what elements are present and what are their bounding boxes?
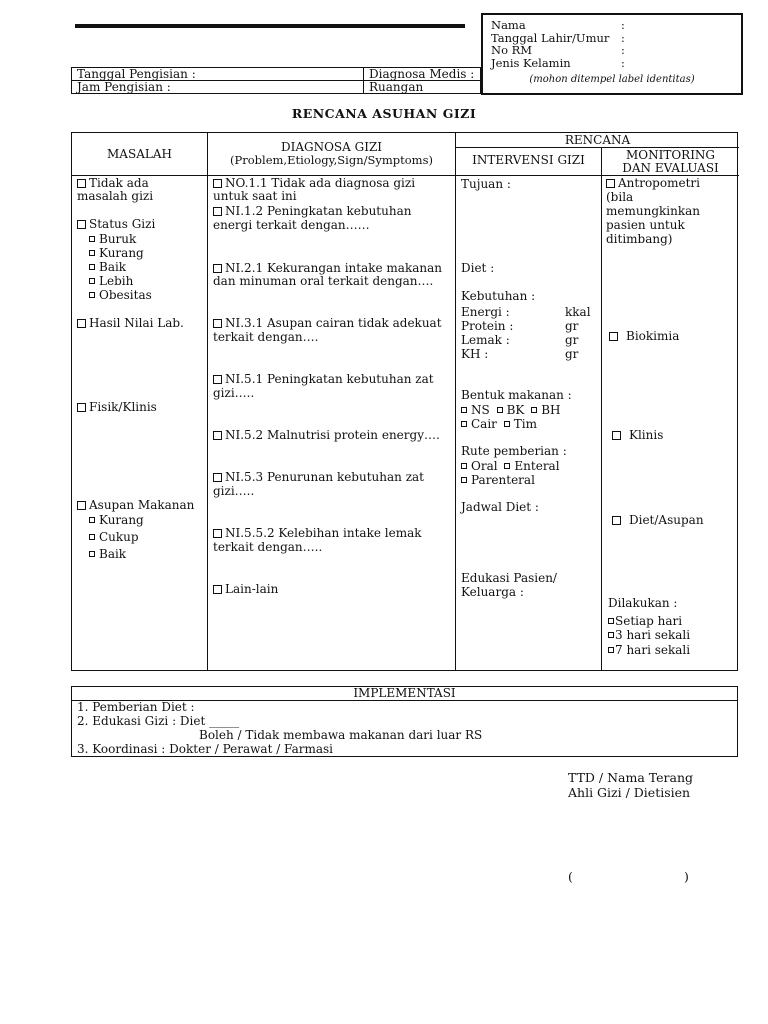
status-baik[interactable]: Baik (89, 261, 126, 275)
impl-koordinasi: 3. Koordinasi : Dokter / Perawat / Farmasi (77, 742, 333, 756)
lemak-label: Lemak : (461, 333, 510, 347)
header-table (71, 67, 481, 94)
intervensi-diet: Diet : (461, 261, 495, 275)
masalah-asupan[interactable]: Asupan Makanan (77, 499, 194, 513)
identity-tanggal-lahir: Tanggal Lahir/Umur : (491, 30, 625, 45)
ruangan-label: Ruangan (364, 81, 481, 94)
diagnosa-ni21[interactable]: NI.2.1 Kekurangan intake makanan (213, 262, 442, 276)
edukasi-label-cont: Keluarga : (461, 585, 524, 599)
checkbox[interactable] (213, 431, 222, 440)
checkbox[interactable] (612, 431, 621, 440)
monitoring-klinis[interactable]: Klinis (612, 429, 663, 443)
checkbox[interactable] (608, 632, 614, 638)
diagnosa-ni52[interactable]: NI.5.2 Malnutrisi protein energy…. (213, 429, 440, 443)
masalah-lab[interactable]: Hasil Nilai Lab. (77, 317, 184, 331)
checkbox[interactable] (461, 463, 467, 469)
diagnosa-no11-cont: untuk saat ini (213, 189, 297, 203)
checkbox[interactable] (213, 473, 222, 482)
checkbox[interactable] (608, 618, 614, 624)
checkbox[interactable] (213, 207, 222, 216)
checkbox[interactable] (89, 278, 95, 284)
checkbox[interactable] (504, 463, 510, 469)
asupan-cukup[interactable]: Cukup (89, 531, 139, 545)
checkbox[interactable] (89, 264, 95, 270)
energi-label: Energi : (461, 305, 510, 319)
identity-jenis-kelamin: Jenis Kelamin : (491, 55, 625, 70)
masalah-status-gizi[interactable]: Status Gizi (77, 218, 155, 232)
checkbox[interactable] (461, 407, 467, 413)
bentuk-row-2: Cair Tim (461, 418, 537, 432)
antro-cont-3: pasien untuk (606, 218, 685, 232)
diagnosa-header: DIAGNOSA GIZI (Problem,Etiology,Sign/Symptoms) (230, 140, 433, 167)
antro-cont-4: ditimbang) (606, 232, 673, 246)
antro-cont-1: (bila (606, 190, 634, 204)
status-kurang[interactable]: Kurang (89, 247, 144, 261)
asupan-kurang[interactable]: Kurang (89, 514, 144, 528)
checkbox[interactable] (89, 551, 95, 557)
monitoring-diet[interactable]: Diet/Asupan (612, 514, 704, 528)
checkbox[interactable] (77, 403, 86, 412)
protein-label: Protein : (461, 319, 514, 333)
lemak-unit: gr (565, 333, 579, 347)
rute-label: Rute pemberian : (461, 444, 567, 458)
diagnosa-ni552[interactable]: NI.5.5.2 Kelebihan intake lemak (213, 527, 422, 541)
dilakukan-label: Dilakukan : (608, 596, 678, 610)
monitoring-biokimia[interactable]: Biokimia (609, 330, 679, 344)
jam-pengisian-label: Jam Pengisian : (72, 81, 364, 94)
checkbox[interactable] (89, 250, 95, 256)
diagnosa-ni51-cont: gizi….. (213, 386, 255, 400)
checkbox[interactable] (531, 407, 537, 413)
impl-edukasi-gizi: 2. Edukasi Gizi : Diet _____ (77, 714, 240, 728)
tanggal-pengisian-label: Tanggal Pengisian : (72, 68, 364, 81)
masalah-tidak-ada[interactable]: Tidak ada (77, 177, 149, 191)
checkbox[interactable] (77, 319, 86, 328)
rute-row-1: Oral Enteral (461, 460, 560, 474)
diagnosa-ni31[interactable]: NI.3.1 Asupan cairan tidak adekuat (213, 317, 442, 331)
diagnosa-ni21-cont: dan minuman oral terkait dengan…. (213, 274, 434, 288)
diagnosa-ni552-cont: terkait dengan….. (213, 540, 323, 554)
jadwal-label: Jadwal Diet : (461, 500, 539, 514)
checkbox[interactable] (213, 319, 222, 328)
status-buruk[interactable]: Buruk (89, 233, 136, 247)
kh-label: KH : (461, 347, 489, 361)
page-title: RENCANA ASUHAN GIZI (291, 106, 477, 121)
checkbox[interactable] (461, 421, 467, 427)
identity-no-rm: No RM : (491, 43, 625, 57)
checkbox[interactable] (89, 534, 95, 540)
status-lebih[interactable]: Lebih (89, 275, 133, 289)
checkbox[interactable] (461, 477, 467, 483)
status-obesitas[interactable]: Obesitas (89, 289, 152, 303)
protein-unit: gr (565, 319, 579, 333)
checkbox[interactable] (89, 236, 95, 242)
diagnosa-ni31-cont: terkait dengan…. (213, 330, 319, 344)
freq-setiap-hari[interactable]: Setiap hari (608, 615, 682, 629)
masalah-tidak-ada-cont: masalah gizi (77, 189, 154, 203)
bentuk-label: Bentuk makanan : (461, 388, 572, 402)
implementasi-title: IMPLEMENTASI (353, 686, 456, 700)
bentuk-row-1: NS BK BH (461, 404, 560, 418)
checkbox[interactable] (213, 179, 222, 188)
diagnosa-lain[interactable]: Lain-lain (213, 583, 278, 597)
signature-paren-open: ( (568, 869, 573, 884)
rencana-header: RENCANA (564, 133, 631, 147)
implementasi-box (71, 686, 738, 757)
asupan-baik[interactable]: Baik (89, 548, 126, 562)
impl-edukasi-cont: Boleh / Tidak membawa makanan dari luar RS (199, 728, 483, 742)
identity-nama: Nama : (491, 18, 625, 32)
checkbox[interactable] (213, 264, 222, 273)
masalah-fisik[interactable]: Fisik/Klinis (77, 401, 157, 415)
top-rule (75, 24, 465, 28)
diagnosa-medis-label: Diagnosa Medis : (364, 68, 481, 81)
identity-box (481, 13, 743, 95)
signature-paren-close: ) (684, 869, 689, 884)
masalah-header: MASALAH (107, 147, 172, 161)
checkbox[interactable] (609, 332, 618, 341)
identity-note: (mohon ditempel label identitas) (529, 74, 695, 85)
freq-7-hari[interactable]: 7 hari sekali (608, 644, 690, 658)
impl-pemberian-diet: 1. Pemberian Diet : (77, 700, 195, 714)
checkbox[interactable] (213, 529, 222, 538)
signature-title: TTD / Nama Terang (568, 770, 693, 785)
intervensi-kebutuhan: Kebutuhan : (461, 289, 536, 303)
checkbox[interactable] (213, 375, 222, 384)
checkbox[interactable] (77, 501, 86, 510)
rute-row-2: Parenteral (461, 474, 535, 488)
kh-unit: gr (565, 347, 579, 361)
diagnosa-ni12[interactable]: NI.1.2 Peningkatan kebutuhan (213, 205, 411, 219)
diagnosa-no11[interactable]: NO.1.1 Tidak ada diagnosa gizi (213, 177, 415, 191)
checkbox[interactable] (77, 179, 86, 188)
checkbox[interactable] (608, 647, 614, 653)
signature-role: Ahli Gizi / Dietisien (568, 785, 691, 800)
checkbox[interactable] (77, 220, 86, 229)
intervensi-tujuan: Tujuan : (461, 177, 511, 191)
checkbox[interactable] (89, 517, 95, 523)
diagnosa-ni51[interactable]: NI.5.1 Peningkatan kebutuhan zat (213, 373, 434, 387)
checkbox[interactable] (213, 585, 222, 594)
energi-unit: kkal (565, 305, 591, 319)
checkbox[interactable] (612, 516, 621, 525)
asuhan-table (71, 132, 738, 671)
diagnosa-ni53-cont: gizi….. (213, 484, 255, 498)
intervensi-header: INTERVENSI GIZI (472, 153, 585, 167)
freq-3-hari[interactable]: 3 hari sekali (608, 629, 690, 643)
checkbox[interactable] (497, 407, 503, 413)
checkbox[interactable] (606, 179, 615, 188)
diagnosa-ni12-cont: energi terkait dengan…… (213, 218, 370, 232)
monitoring-header: MONITORING DAN EVALUASI (622, 148, 719, 175)
monitoring-antropometri[interactable]: Antropometri (606, 177, 700, 191)
antro-cont-2: memungkinkan (606, 204, 700, 218)
edukasi-label: Edukasi Pasien/ (461, 571, 557, 585)
checkbox[interactable] (504, 421, 510, 427)
checkbox[interactable] (89, 292, 95, 298)
diagnosa-ni53[interactable]: NI.5.3 Penurunan kebutuhan zat (213, 471, 424, 485)
